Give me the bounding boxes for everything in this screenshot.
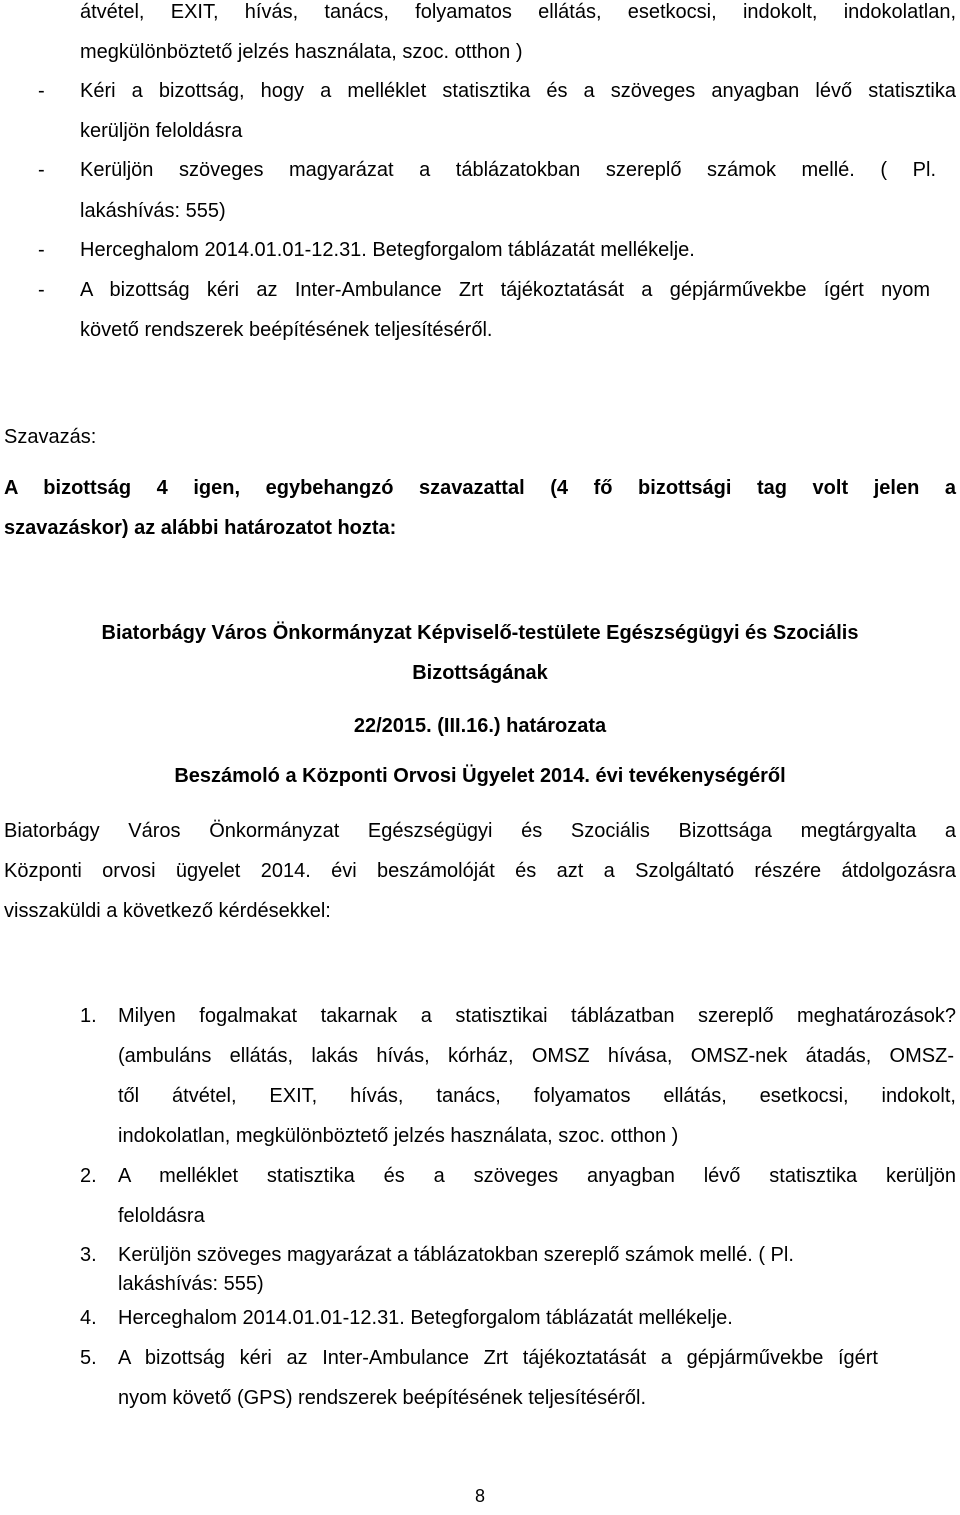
question-line: nyom követő (GPS) rendszerek beépítésének teljesítéséről. <box>118 1387 647 1409</box>
list-item-line: Kéri a bizottság, hogy a melléklet statisztika és a szöveges anyagban lévő statisztika <box>80 80 956 102</box>
list-item-line: Kerüljön szöveges magyarázat a táblázatokban szereplő számok mellé. ( Pl. <box>80 159 936 181</box>
resolution-body-line: Központi orvosi ügyelet 2014. évi beszámolóját és azt a Szolgáltató részére átdolgozásra <box>4 860 956 882</box>
list-bullet: - <box>38 279 45 301</box>
vote-text-line: szavazáskor) az alábbi határozatot hozta: <box>4 517 397 539</box>
vote-heading: Szavazás: <box>4 426 97 448</box>
list-item-line: lakáshívás: 555) <box>80 200 226 222</box>
question-number: 1. <box>80 1005 97 1027</box>
resolution-body-line: Biatorbágy Város Önkormányzat Egészségügyi és Szociális Bizottsága megtárgyalta a <box>4 820 956 842</box>
question-line: feloldásra <box>118 1205 205 1227</box>
list-item-line: A bizottság kéri az Inter-Ambulance Zrt tájékoztatását a gépjárművekbe ígért nyom <box>80 279 930 301</box>
list-bullet: - <box>38 239 45 261</box>
question-line: Milyen fogalmakat takarnak a statisztikai táblázatban szereplő meghatározások? <box>118 1005 956 1027</box>
question-line: Herceghalom 2014.01.01-12.31. Betegforgalom táblázatát mellékelje. <box>118 1307 733 1329</box>
question-line: A bizottság kéri az Inter-Ambulance Zrt tájékoztatását a gépjárművekbe ígért <box>118 1347 878 1369</box>
resolution-subject: Beszámoló a Központi Orvosi Ügyelet 2014. évi tevékenységéről <box>174 765 786 787</box>
question-line: (ambuláns ellátás, lakás hívás, kórház, OMSZ hívása, OMSZ-nek átadás, OMSZ- <box>118 1045 954 1067</box>
list-bullet: - <box>38 159 45 181</box>
question-number: 5. <box>80 1347 97 1369</box>
resolution-number: 22/2015. (III.16.) határozata <box>353 715 607 737</box>
question-line: indokolatlan, megkülönböztető jelzés használata, szoc. otthon ) <box>118 1125 679 1147</box>
question-line: A melléklet statisztika és a szöveges anyagban lévő statisztika kerüljön <box>118 1165 956 1187</box>
list-item-continuation-line: átvétel, EXIT, hívás, tanács, folyamatos ellátás, esetkocsi, indokolt, indokolatlan, <box>80 1 956 23</box>
vote-text-line: A bizottság 4 igen, egybehangzó szavazattal (4 fő bizottsági tag volt jelen a <box>4 477 956 499</box>
list-item-line: követő rendszerek beépítésének teljesítéséről. <box>80 319 493 341</box>
resolution-title: Biatorbágy Város Önkormányzat Képviselő-testülete Egészségügyi és Szociális <box>101 622 859 644</box>
list-item-continuation-line: megkülönböztető jelzés használata, szoc. otthon ) <box>80 41 523 63</box>
resolution-title: Bizottságának <box>412 662 548 684</box>
question-line: Kerüljön szöveges magyarázat a táblázatokban szereplő számok mellé. ( Pl. <box>118 1244 794 1266</box>
list-bullet: - <box>38 80 45 102</box>
question-number: 2. <box>80 1165 97 1187</box>
question-line: től átvétel, EXIT, hívás, tanács, folyamatos ellátás, esetkocsi, indokolt, <box>118 1085 956 1107</box>
list-item-line: kerüljön feloldásra <box>80 120 243 142</box>
list-item-line: Herceghalom 2014.01.01-12.31. Betegforgalom táblázatát mellékelje. <box>80 239 695 261</box>
resolution-body-line: visszaküldi a következő kérdésekkel: <box>4 900 331 922</box>
question-line: lakáshívás: 555) <box>118 1273 264 1295</box>
page-number: 8 <box>474 1486 485 1506</box>
question-number: 3. <box>80 1244 97 1266</box>
question-number: 4. <box>80 1307 97 1329</box>
